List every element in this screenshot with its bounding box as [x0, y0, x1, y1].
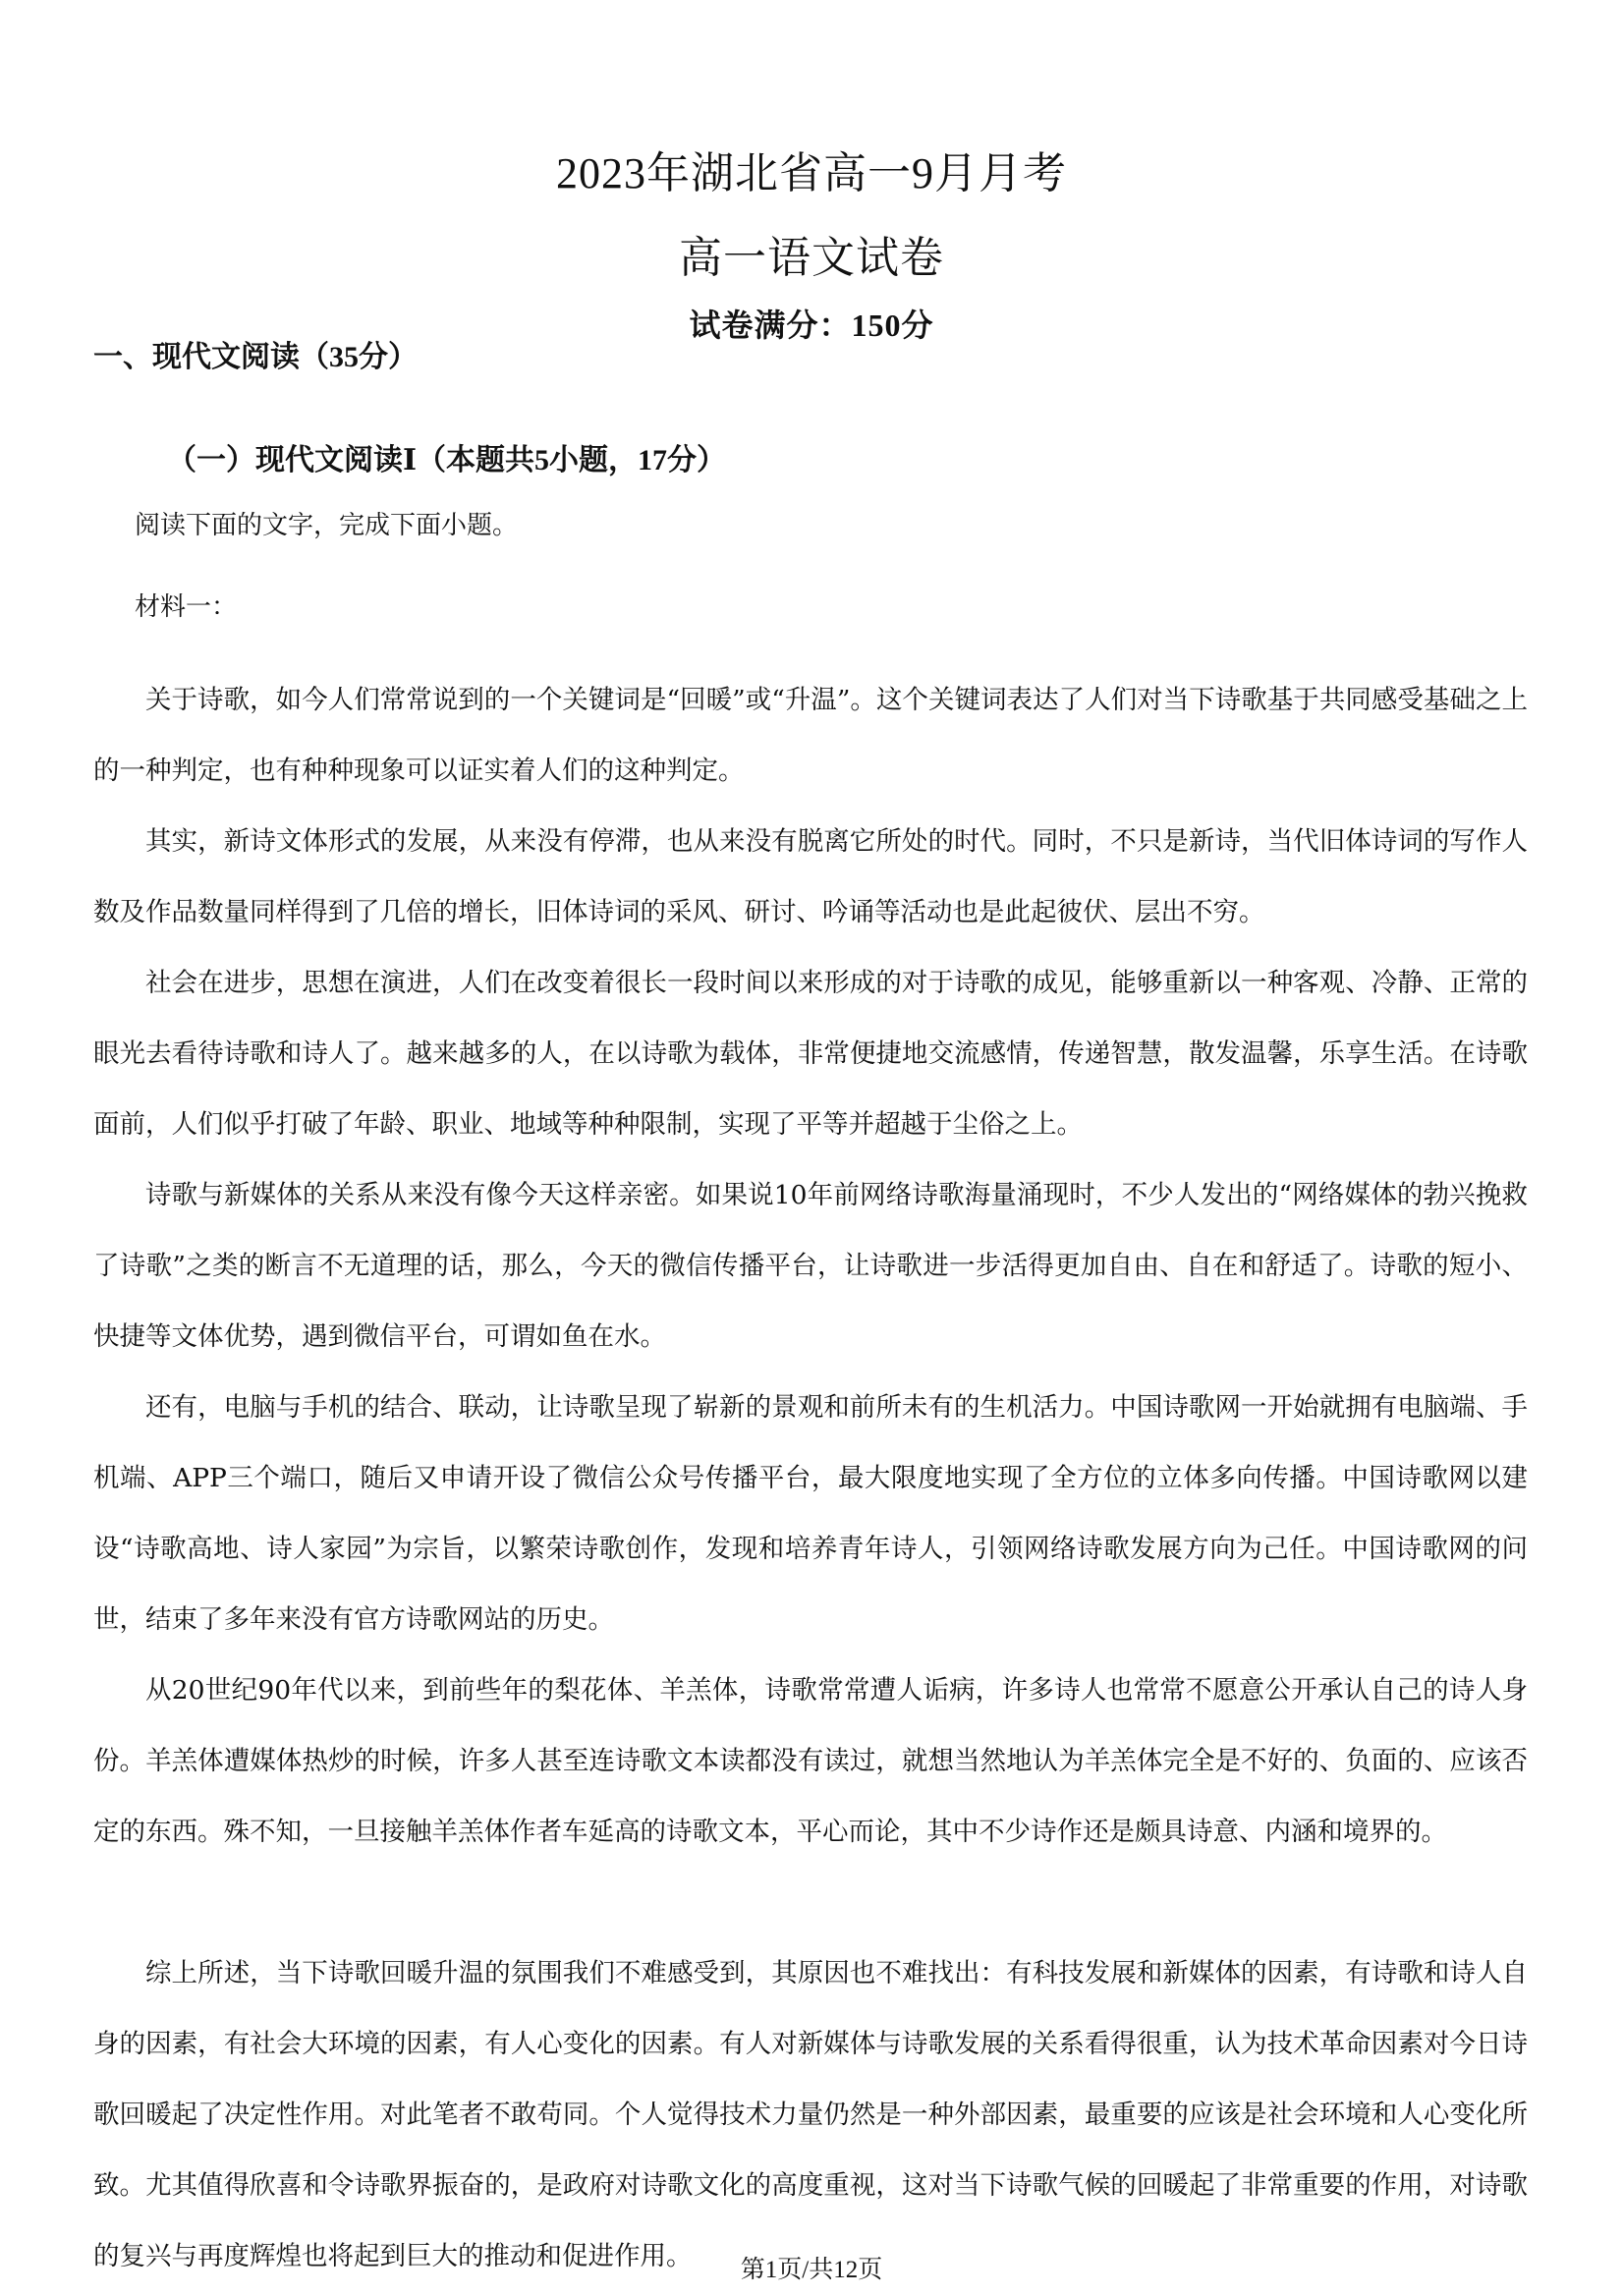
paragraph: 其实，新诗文体形式的发展，从来没有停滞，也从来没有脱离它所处的时代。同时，不只是新诗，当代旧体诗词的写作人数及作品数量同样得到了几倍的增长，旧体诗词的采风、研讨、吟诵等活动也是此起彼伏、层出不穷。: [93, 825, 1528, 927]
full-score: 试卷满分：150分: [689, 308, 934, 343]
paragraph: 还有，电脑与手机的结合、联动，让诗歌呈现了崭新的景观和前所未有的生机活力。中国诗歌网一开始就拥有电脑端、手机端、APP三个端口，随后又申请开设了微信公众号传播平台，最大限度地实现了全方位的立体多向传播。中国诗歌网以建设“诗歌高地、诗人家园”为宗旨，以繁荣诗歌创作，发现和培养青年诗人，引领网络诗歌发展方向为己任。中国诗歌网的问世，结束了多年来没有官方诗歌网站的历史。: [93, 1391, 1528, 1635]
section-title: 一、现代文阅读（35分）: [93, 341, 418, 373]
paragraph: 社会在进步，思想在演进，人们在改变着很长一段时间以来形成的对于诗歌的成见，能够重新以一种客观、冷静、正常的眼光去看待诗歌和诗人了。越来越多的人，在以诗歌为载体，非常便捷地交流感情，传递智慧，散发温馨，乐享生活。在诗歌面前，人们似乎打破了年龄、职业、地域等种种限制，实现了平等并超越于尘俗之上。: [93, 967, 1528, 1140]
page-number: 第1页/共12页: [740, 2257, 883, 2283]
paragraph: 关于诗歌，如今人们常常说到的一个关键词是“回暖”或“升温”。这个关键词表达了人们对当下诗歌基于共同感受基础之上的一种判定，也有种种现象可以证实着人们的这种判定。: [93, 684, 1528, 786]
subsection-title: （一）现代文阅读Ⅰ（本题共5小题，17分）: [167, 444, 727, 476]
material-label: 材料一：: [135, 592, 238, 622]
paragraph: 诗歌与新媒体的关系从来没有像今天这样亲密。如果说10年前网络诗歌海量涌现时，不少人发出的“网络媒体的勃兴挽救了诗歌”之类的断言不无道理的话，那么，今天的微信传播平台，让诗歌进一步活得更加自由、自在和舒适了。诗歌的短小、快捷等文体优势，遇到微信平台，可谓如鱼在水。: [93, 1179, 1528, 1352]
exam-subtitle: 高一语文试卷: [679, 234, 944, 282]
paragraph: 从20世纪90年代以来，到前些年的梨花体、羊羔体，诗歌常常遭人诟病，许多诗人也常常不愿意公开承认自己的诗人身份。羊羔体遭媒体热炒的时候，许多人甚至连诗歌文本读都没有读过，就想当然地认为羊羔体完全是不好的、负面的、应该否定的东西。殊不知，一旦接触羊羔体作者车延高的诗歌文本，平心而论，其中不少诗作还是颇具诗意、内涵和境界的。: [93, 1674, 1528, 1847]
exam-title: 2023年湖北省高一9月月考: [556, 149, 1067, 197]
reading-instruction: 阅读下面的文字，完成下面小题。: [135, 511, 519, 540]
paragraph: 综上所述，当下诗歌回暖升温的氛围我们不难感受到，其原因也不难找出：有科技发展和新媒体的因素，有诗歌和诗人自身的因素，有社会大环境的因素，有人心变化的因素。有人对新媒体与诗歌发展的关系看得很重，认为技术革命因素对今日诗歌回暖起了决定性作用。对此笔者不敢苟同。个人觉得技术力量仍然是一种外部因素，最重要的应该是社会环境和人心变化所致。尤其值得欣喜和令诗歌界振奋的，是政府对诗歌文化的高度重视，这对当下诗歌气候的回暖起了非常重要的作用，对诗歌的复兴与再度辉煌也将起到巨大的推动和促进作用。: [93, 1957, 1528, 2271]
